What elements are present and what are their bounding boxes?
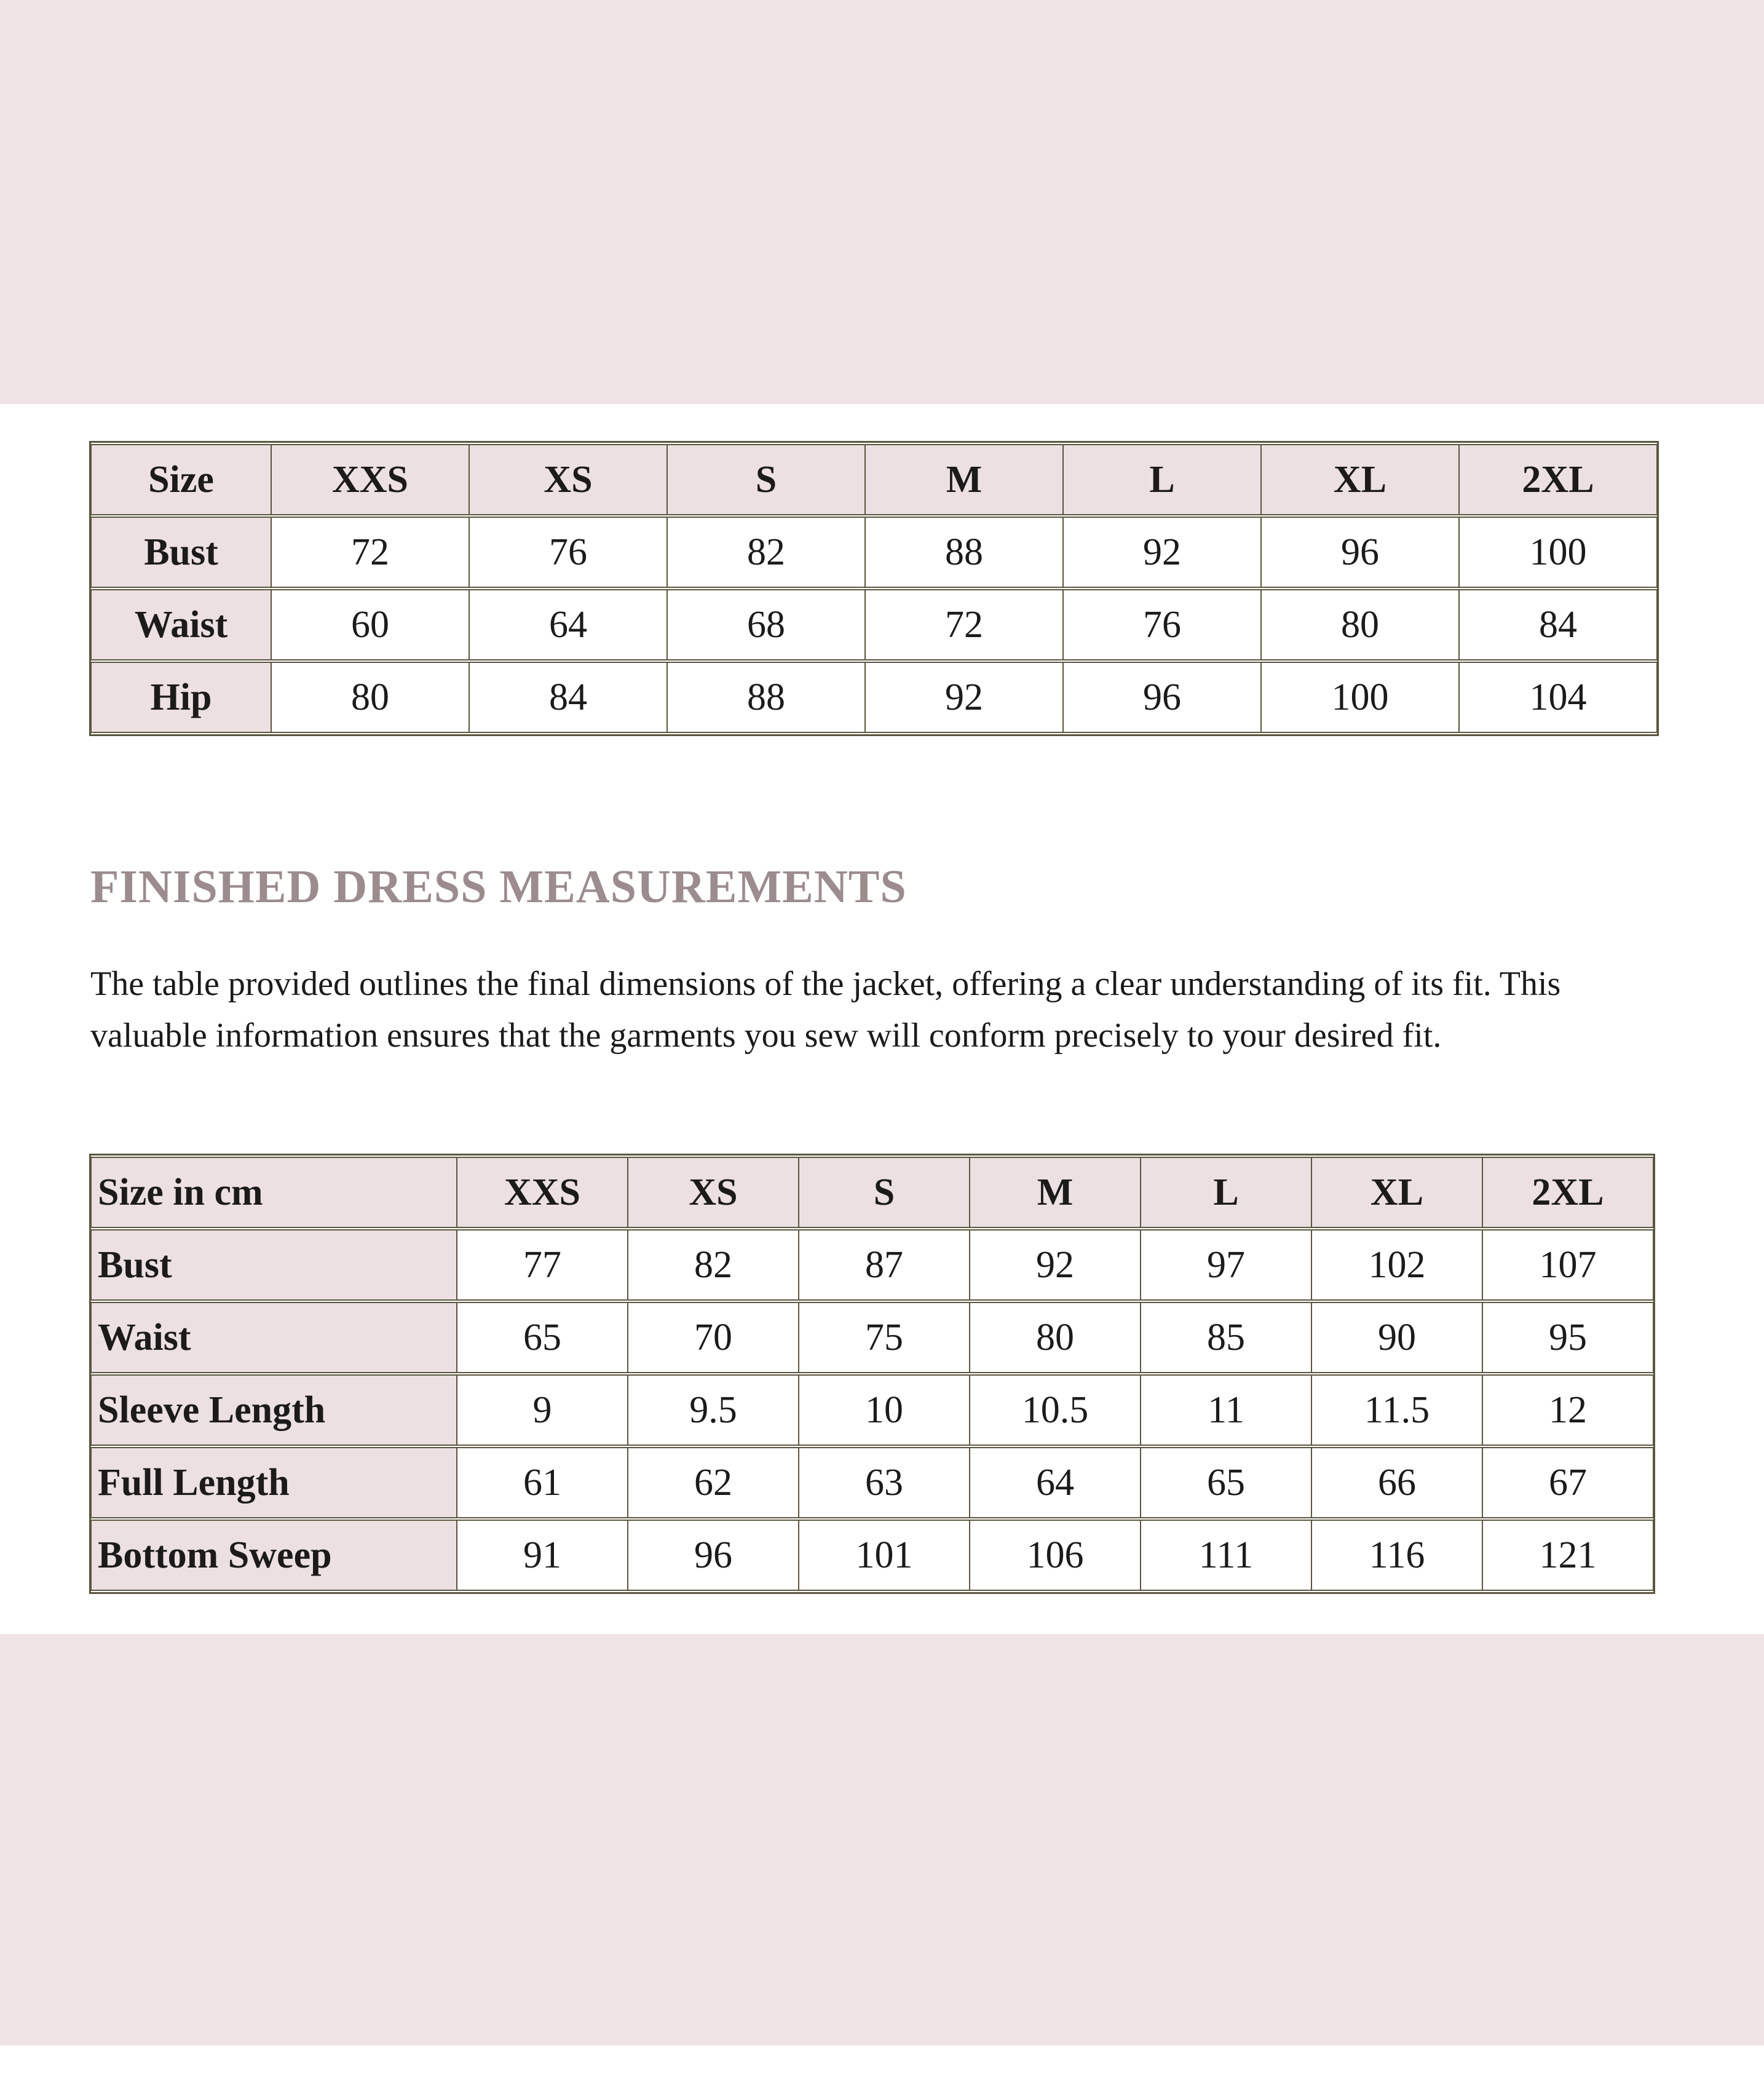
size-column-header: XXS — [457, 1157, 628, 1228]
table-row — [91, 1520, 1653, 1591]
value-cell: 91 — [457, 1520, 628, 1591]
corner-header: Size in cm — [91, 1157, 457, 1228]
section-paragraph: The table provided outlines the final dimensions of the jacket, offering a clear understanding of its fit. This valuable information ensures that the garments you sew will conform precisely to your desired fit. — [90, 965, 1561, 1055]
value-cell: 88 — [667, 662, 865, 733]
value-cell: 82 — [667, 517, 865, 588]
body-measurements-table — [89, 441, 1659, 736]
value-cell: 104 — [1459, 662, 1657, 733]
value-cell: 116 — [1311, 1520, 1482, 1591]
value-cell: 95 — [1482, 1302, 1653, 1373]
corner-header: Size — [91, 444, 271, 515]
table-row — [91, 1447, 1653, 1518]
value-cell: 10.5 — [970, 1374, 1141, 1446]
content-area — [89, 441, 1655, 1594]
value-cell: 67 — [1482, 1447, 1653, 1518]
row-label: Sleeve Length — [91, 1374, 457, 1446]
value-cell: 65 — [457, 1302, 628, 1373]
value-cell: 87 — [799, 1229, 970, 1301]
value-cell: 84 — [1459, 589, 1657, 660]
size-column-header: L — [1063, 444, 1261, 515]
value-cell: 64 — [469, 589, 667, 660]
size-column-header: M — [865, 444, 1063, 515]
bottom-banner — [0, 1634, 1764, 2045]
value-cell: 101 — [799, 1520, 970, 1591]
value-cell: 64 — [970, 1447, 1141, 1518]
value-cell: 61 — [457, 1447, 628, 1518]
value-cell: 12 — [1482, 1374, 1653, 1446]
size-column-header: XS — [628, 1157, 799, 1228]
header-row — [91, 444, 1657, 515]
value-cell: 85 — [1141, 1302, 1311, 1373]
table-row — [91, 1374, 1653, 1446]
value-cell: 100 — [1459, 517, 1657, 588]
header-row — [91, 1157, 1653, 1228]
row-label: Hip — [91, 662, 271, 733]
table-body — [91, 1229, 1653, 1591]
value-cell: 102 — [1311, 1229, 1482, 1301]
row-label: Bottom Sweep — [91, 1520, 457, 1591]
value-cell: 76 — [469, 517, 667, 588]
value-cell: 60 — [271, 589, 469, 660]
size-column-header: XXS — [271, 444, 469, 515]
row-label: Full Length — [91, 1447, 457, 1518]
value-cell: 9.5 — [628, 1374, 799, 1446]
value-cell: 88 — [865, 517, 1063, 588]
size-column-header: S — [667, 444, 865, 515]
section-heading: FINISHED DRESS MEASUREMENTS — [90, 861, 907, 913]
value-cell: 100 — [1261, 662, 1459, 733]
value-cell: 77 — [457, 1229, 628, 1301]
value-cell: 11.5 — [1311, 1374, 1482, 1446]
value-cell: 90 — [1311, 1302, 1482, 1373]
table-body — [91, 517, 1657, 733]
value-cell: 111 — [1141, 1520, 1311, 1591]
size-column-header: S — [799, 1157, 970, 1228]
table-row — [91, 662, 1657, 733]
row-label: Bust — [91, 517, 271, 588]
finished-measurements-table — [89, 1154, 1655, 1594]
value-cell: 82 — [628, 1229, 799, 1301]
value-cell: 96 — [628, 1520, 799, 1591]
value-cell: 92 — [1063, 517, 1261, 588]
table-row — [91, 589, 1657, 660]
value-cell: 65 — [1141, 1447, 1311, 1518]
value-cell: 121 — [1482, 1520, 1653, 1591]
value-cell: 80 — [970, 1302, 1141, 1373]
value-cell: 62 — [628, 1447, 799, 1518]
value-cell: 106 — [970, 1520, 1141, 1591]
value-cell: 92 — [865, 662, 1063, 733]
value-cell: 97 — [1141, 1229, 1311, 1301]
value-cell: 68 — [667, 589, 865, 660]
value-cell: 10 — [799, 1374, 970, 1446]
value-cell: 80 — [1261, 589, 1459, 660]
value-cell: 96 — [1063, 662, 1261, 733]
value-cell: 96 — [1261, 517, 1459, 588]
size-column-header: 2XL — [1459, 444, 1657, 515]
value-cell: 107 — [1482, 1229, 1653, 1301]
row-label: Bust — [91, 1229, 457, 1301]
value-cell: 80 — [271, 662, 469, 733]
value-cell: 70 — [628, 1302, 799, 1373]
table-row — [91, 517, 1657, 588]
value-cell: 9 — [457, 1374, 628, 1446]
value-cell: 72 — [271, 517, 469, 588]
size-column-header: XL — [1311, 1157, 1482, 1228]
row-label: Waist — [91, 1302, 457, 1373]
value-cell: 92 — [970, 1229, 1141, 1301]
size-column-header: XS — [469, 444, 667, 515]
row-label: Waist — [91, 589, 271, 660]
size-column-header: 2XL — [1482, 1157, 1653, 1228]
table-row — [91, 1229, 1653, 1301]
value-cell: 11 — [1141, 1374, 1311, 1446]
value-cell: 63 — [799, 1447, 970, 1518]
value-cell: 75 — [799, 1302, 970, 1373]
table-row — [91, 1302, 1653, 1373]
top-banner — [0, 0, 1764, 404]
value-cell: 84 — [469, 662, 667, 733]
value-cell: 72 — [865, 589, 1063, 660]
value-cell: 66 — [1311, 1447, 1482, 1518]
size-column-header: L — [1141, 1157, 1311, 1228]
size-column-header: XL — [1261, 444, 1459, 515]
size-column-header: M — [970, 1157, 1141, 1228]
value-cell: 76 — [1063, 589, 1261, 660]
